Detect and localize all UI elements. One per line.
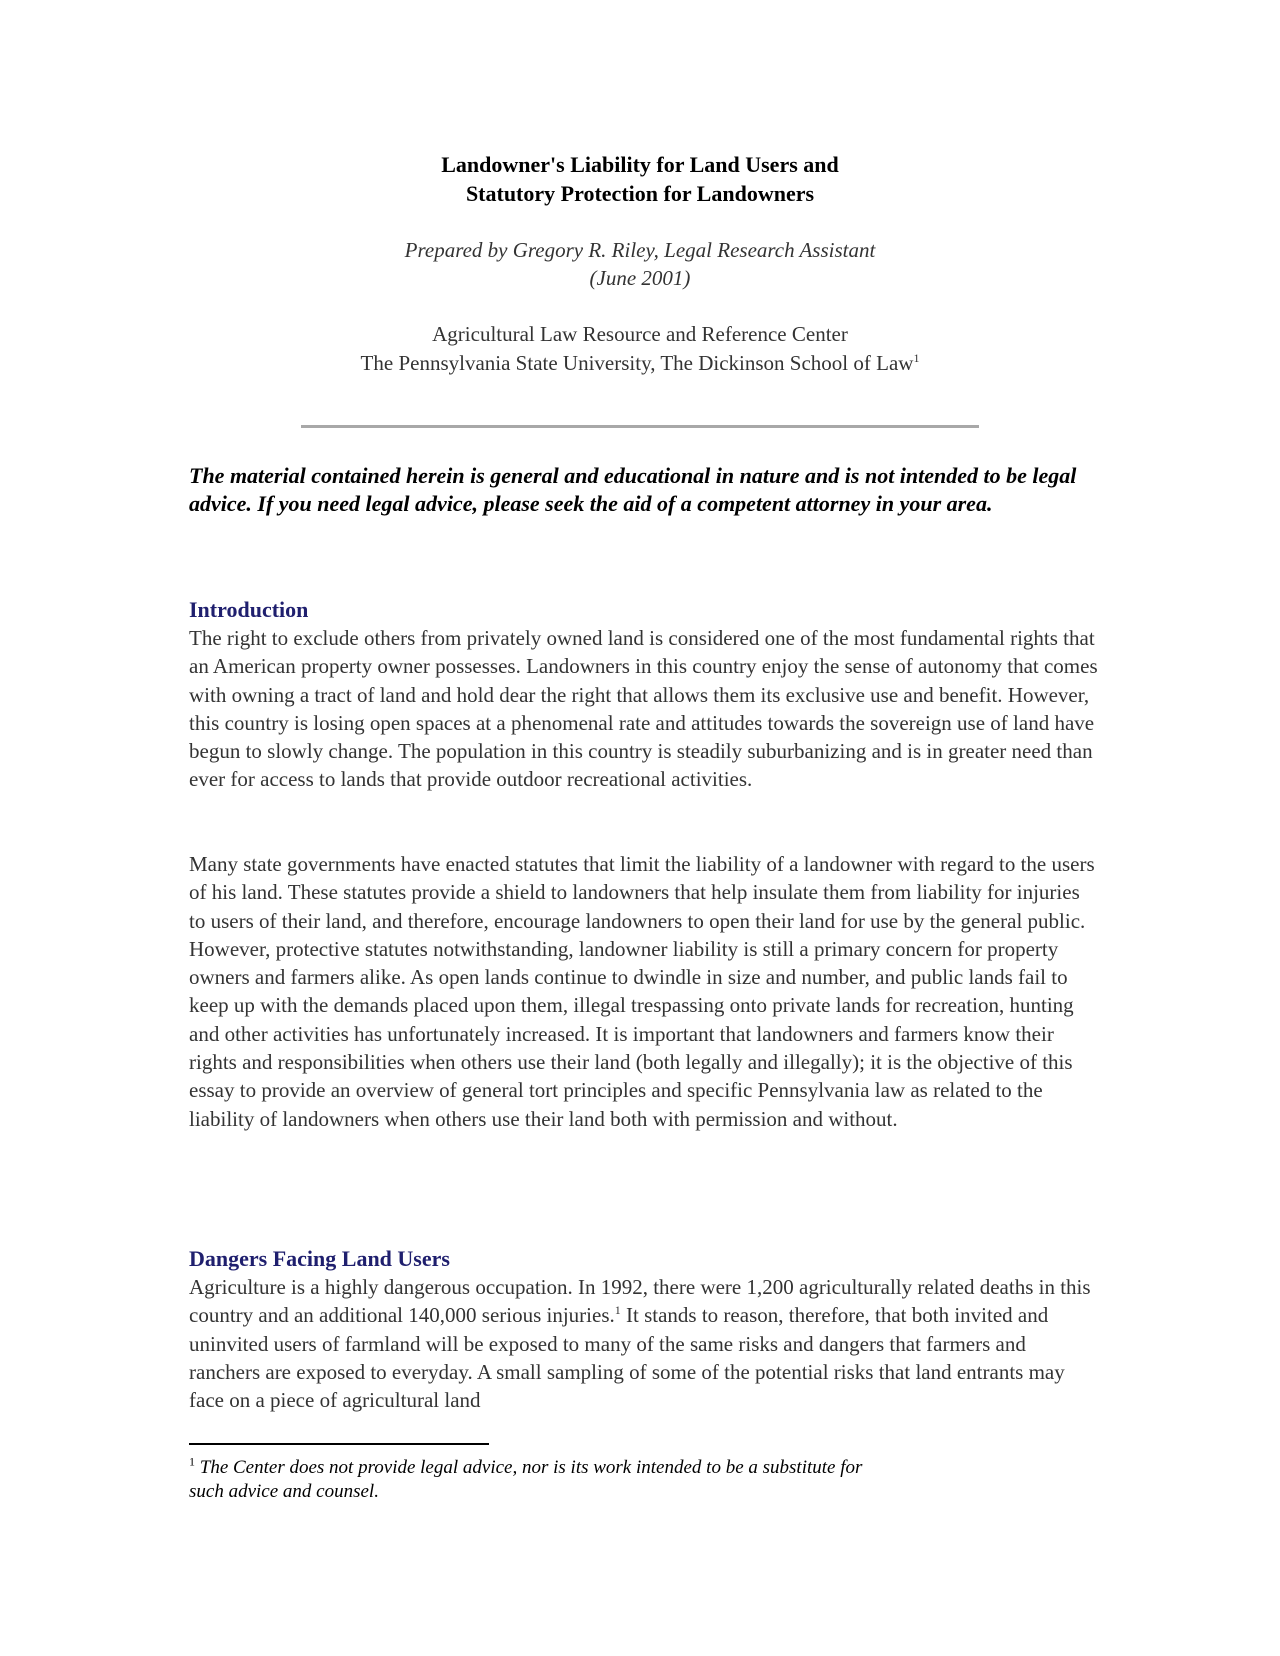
organization-block [0, 320, 1280, 378]
organization-line-1: Agricultural Law Resource and Reference Center [432, 322, 848, 346]
author-line: Prepared by Gregory R. Riley, Legal Research Assistant [404, 238, 876, 262]
introduction-paragraph-1: The right to exclude others from privately owned land is considered one of the most fundamental rights that an American property owner possesses. Landowners in this country enjoy the sense of autonomy that comes with owning a tract of land and hold dear the right that allows them its exclusive use and benefit. However, this country is losing open spaces at a phenomenal rate and attitudes towards the sovereign use of land have begun to slowly change. The population in this country is steadily suburbanizing and is in greater need than ever for access to lands that provide outdoor recreational activities. [189, 626, 1098, 792]
introduction-heading: Introduction [189, 597, 309, 622]
footnote-marker: 1 [614, 1303, 621, 1318]
organization-name: The Pennsylvania State University, The Dickinson School of Law [360, 351, 914, 375]
footnote-text: The Center does not provide legal advice, nor is its work intended to be a substitute for such advice and counsel. [189, 1457, 863, 1502]
dangers-text-part-2: It stands to reason, therefore, that both invited and uninvited users of farmland will be exposed to many of the same risks and dangers that farmers and ranchers are exposed to everyday. A small sampling of some of the potential risks that land entrants may face on a piece of agricultural land [189, 1303, 1065, 1413]
author-block [0, 236, 1280, 292]
organization-line-2 [0, 349, 1280, 378]
date-line: (June 2001) [589, 266, 691, 290]
footnote-separator [189, 1443, 489, 1445]
dangers-paragraph [189, 1273, 1101, 1414]
footnote-number: 1 [189, 1454, 195, 1469]
dangers-heading: Dangers Facing Land Users [189, 1246, 450, 1271]
title-line-2: Statutory Protection for Landowners [465, 181, 815, 206]
title-line-1: Landowner's Liability for Land Users and [441, 152, 839, 177]
document-title [0, 150, 1280, 208]
horizontal-divider [301, 425, 979, 428]
legal-disclaimer: The material contained herein is general and educational in nature and is not intended to be legal advice. If you need legal advice, please seek the aid of a competent attorney in your area. [189, 463, 1077, 516]
introduction-paragraph-2: Many state governments have enacted statutes that limit the liability of a landowner with regard to the users of his land. These statutes provide a shield to landowners that help insulate them from liability for injuries to users of their land, and therefore, encourage landowners to open their land for use by the general public. However, protective statutes notwithstanding, landowner liability is still a primary concern for property owners and farmers alike. As open lands continue to dwindle in size and number, and public lands fail to keep up with the demands placed upon them, illegal trespassing onto private lands for recreation, hunting and other activities has unfortunately increased. It is important that landowners and farmers know their rights and responsibilities when others use their land (both legally and illegally); it is the objective of this essay to provide an overview of general tort principles and specific Pennsylvania law as related to the liability of landowners when others use their land both with permission and without. [189, 852, 1095, 1131]
dangers-text-part-1: Agriculture is a highly dangerous occupation. In 1992, there were 1,200 agriculturally related deaths in this country and an additional 140,000 serious injuries. [189, 1275, 1091, 1328]
footnote-marker: 1 [913, 351, 920, 365]
footnote [189, 1456, 889, 1504]
